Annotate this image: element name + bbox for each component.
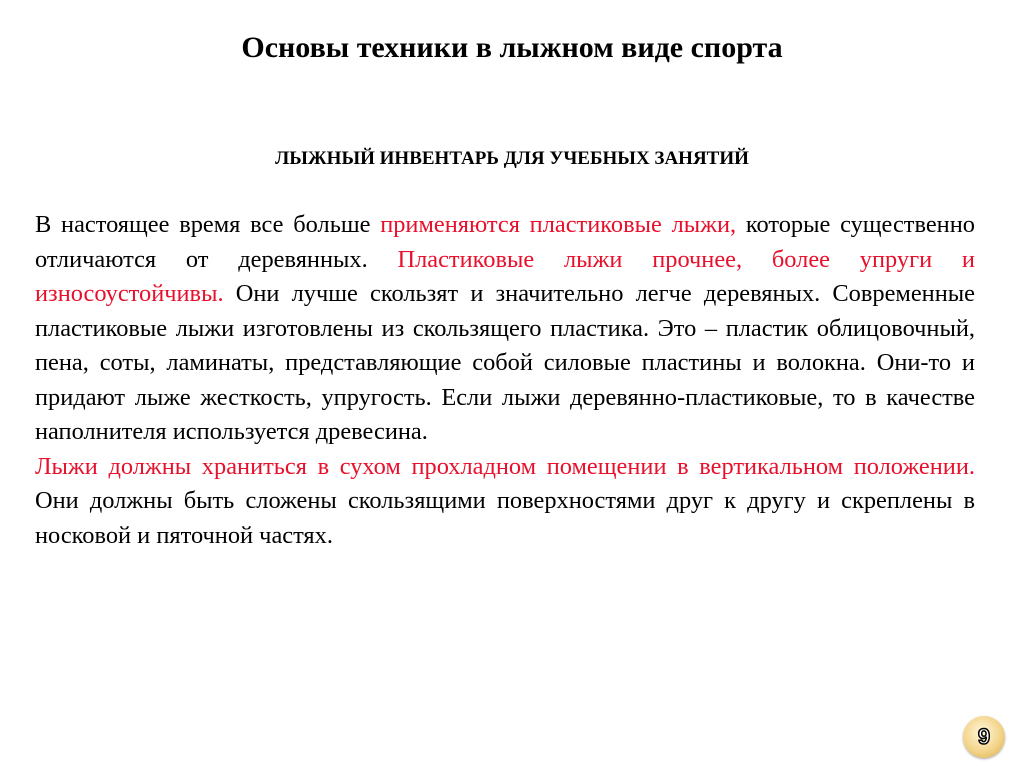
body-text (35, 208, 975, 553)
body-text-segment: которые существенно отличаются от деревянных. (35, 211, 975, 273)
highlight-plastic-strength: Пластиковые лыжи прочнее, более упруги и износоустойчивы. (35, 245, 975, 307)
page-number: 9 (977, 724, 991, 749)
slide-title: Основы техники в лыжном виде спорта (241, 31, 783, 64)
highlight-storage: Лыжи должны храниться в сухом прохладном помещении в вертикальном положении. (35, 452, 975, 480)
page-number-badge (963, 716, 1005, 758)
slide-subtitle: ЛЫЖНЫЙ ИНВЕНТАРЬ ДЛЯ УЧЕБНЫХ ЗАНЯТИЙ (275, 148, 749, 169)
highlight-plastic-skis: применяются пластиковые лыжи, (380, 211, 737, 238)
body-text-segment: Они лучше скользят и значительно легче деревяных. Современные пластиковые лыжи изготовлены из скользящего пластика. Это – пластик облицовочный, пена, соты, ламинаты, представляющие собой силовые пластины и волокна. Они-то и придают лыже жесткость, упругость. Если лыжи деревянно-пластиковые, то в качестве наполнителя используется древесина. (35, 280, 975, 445)
body-text-segment: Они должны быть сложены скользящими поверхностями друг к другу и скреплены в носковой и пяточной частях. (35, 487, 975, 549)
body-text-segment: В настоящее время все больше (35, 211, 381, 238)
